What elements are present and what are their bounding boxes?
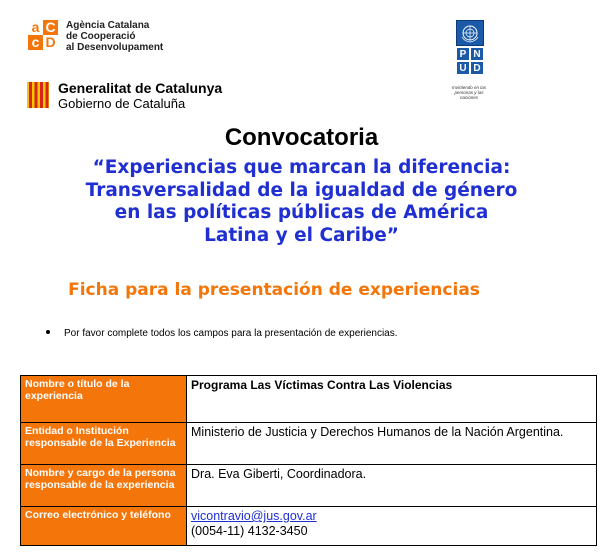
call-subtitle-line: en las políticas públicas de América <box>114 202 489 223</box>
instruction-text: Por favor complete todos los campos para la presentación de experiencias. <box>64 328 398 339</box>
accd-name-line: de Cooperació <box>66 31 136 42</box>
generalitat-emblem-icon <box>27 82 49 108</box>
generalitat-name <box>58 80 222 111</box>
instruction-bullet <box>46 328 398 340</box>
table-row <box>21 465 597 507</box>
experience-form-table <box>20 375 597 546</box>
field-value: Programa Las Víctimas Contra Las Violencias <box>187 376 597 423</box>
accd-logo <box>28 20 58 50</box>
accd-logo-letter: D <box>45 34 56 50</box>
un-globe-icon <box>456 20 484 46</box>
document-title: Convocatoria <box>224 124 379 151</box>
field-label: Entidad o Institución responsable de la Experiencia <box>21 423 187 465</box>
accd-logo-letter: c <box>28 35 43 50</box>
call-subtitle-line: Transversalidad de la igualdad de género <box>85 179 518 201</box>
field-label: Correo electrónico y teléfono <box>21 507 187 546</box>
field-label: Nombre y cargo de la persona responsable de la experiencia <box>21 465 187 507</box>
field-value: Dra. Eva Giberti, Coordinadora. <box>187 465 597 507</box>
table-row <box>21 507 597 546</box>
undp-logo-letter: N <box>470 47 484 61</box>
undp-logo-letter: P <box>456 47 470 61</box>
undp-logo <box>456 20 484 75</box>
field-value <box>187 507 597 546</box>
accd-logo-letter: C <box>43 20 58 35</box>
table-row <box>21 376 597 423</box>
email-link[interactable]: vicontravio@jus.gov.ar <box>191 509 317 523</box>
bullet-icon <box>46 330 50 334</box>
table-row <box>21 423 597 465</box>
accd-name <box>66 20 163 53</box>
call-subtitle-line: “Experiencias que marcan la diferencia: <box>92 157 511 178</box>
generalitat-subtitle: Gobierno de Cataluña <box>58 96 186 111</box>
undp-tagline: Invirtiendo en las personas y las naciones <box>451 85 487 100</box>
undp-logo-letter: D <box>470 61 484 75</box>
undp-logo-letter: U <box>456 61 470 75</box>
field-label: Nombre o título de la experiencia <box>21 376 187 423</box>
accd-logo-letter: a <box>31 19 40 35</box>
field-value: Ministerio de Justicia y Derechos Humanos de la Nación Argentina. <box>187 423 597 465</box>
generalitat-title: Generalitat de Catalunya <box>58 80 223 96</box>
form-title: Ficha para la presentación de experiencias <box>68 280 480 300</box>
call-subtitle <box>20 157 583 247</box>
accd-name-line: al Desenvolupament <box>66 42 164 53</box>
accd-name-line: Agència Catalana <box>66 20 150 31</box>
call-subtitle-line: Latina y el Caribe” <box>204 224 399 246</box>
phone-number: (0054-11) 4132-3450 <box>191 524 308 538</box>
